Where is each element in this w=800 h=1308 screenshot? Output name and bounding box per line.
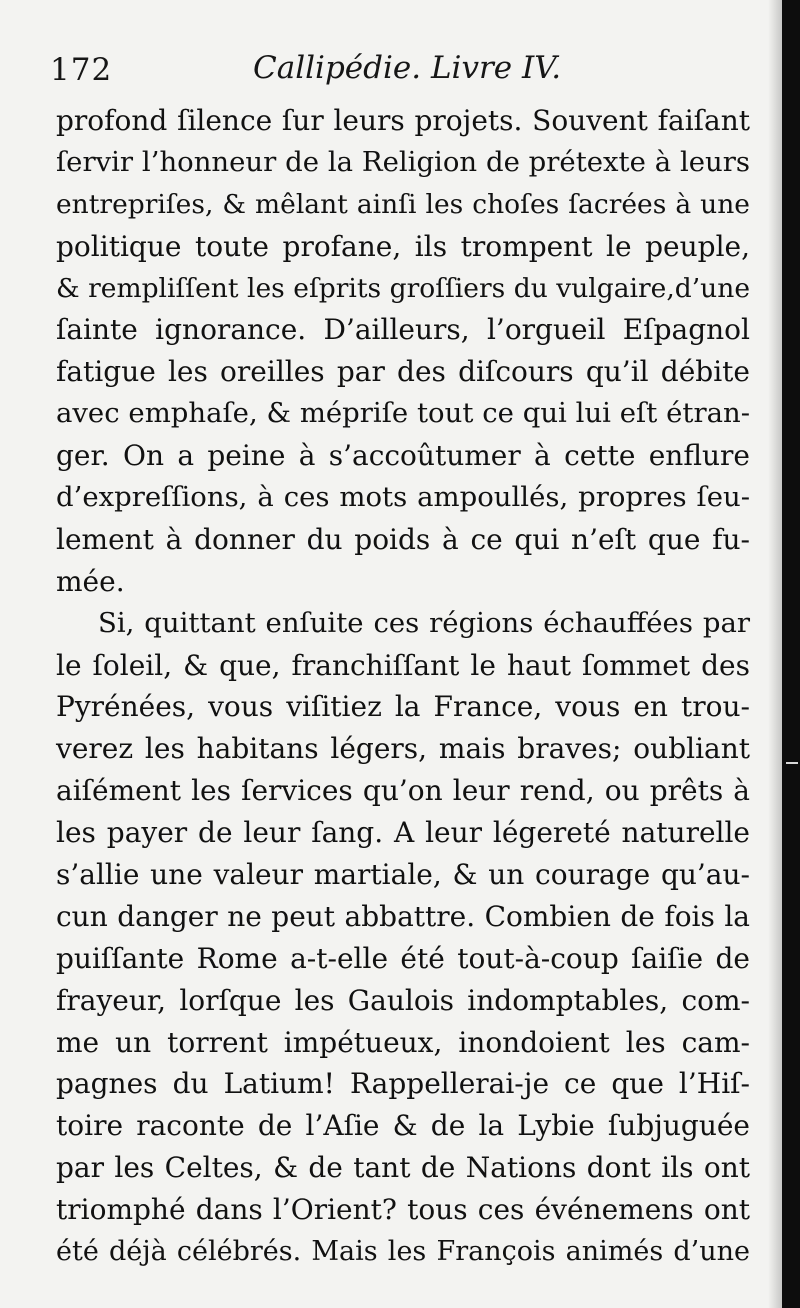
- text-line: puiſſante Rome a-t-elle été tout-à-coup ſaiſie de: [56, 941, 750, 975]
- page-gutter-shadow: [768, 0, 782, 1308]
- text-line: mée.: [56, 564, 125, 598]
- text-line: verez les habitans légers, mais braves; oubliant: [56, 732, 750, 766]
- text-line: ger. On a peine à s’accoûtumer à cette enflure: [56, 439, 750, 473]
- text-line: aiſément les ſervices qu’on leur rend, ou prêts à: [56, 774, 750, 808]
- text-line: triomphé dans l’Orient? tous ces événemens ont: [56, 1193, 750, 1227]
- text-line: été déjà célébrés. Mais les François animés d’une: [56, 1236, 750, 1268]
- text-line: pagnes du Latium! Rappellerai-je ce que l’Hiſ-: [56, 1067, 750, 1101]
- text-line: toire raconte de l’Aſie & de la Lybie ſubjuguée: [56, 1109, 750, 1143]
- page-edge: [782, 0, 800, 1308]
- text-line: ſainte ignorance. D’ailleurs, l’orgueil Eſpagnol: [56, 313, 750, 347]
- text-line: avec emphaſe, & mépriſe tout ce qui lui eſt étran-: [56, 397, 750, 430]
- page-number: 172: [50, 52, 113, 88]
- text-line: s’allie une valeur martiale, & un courage qu’au-: [56, 858, 750, 892]
- edge-mark: [786, 762, 798, 764]
- text-line: entrepriſes, & mêlant ainſi les choſes ſacrées à une: [56, 188, 750, 220]
- text-line: profond ſilence ſur leurs projets. Souvent faiſant: [56, 104, 750, 137]
- text-line: me un torrent impétueux, inondoient les cam-: [56, 1025, 750, 1059]
- text-line: fatigue les oreilles par des diſcours qu’il débite: [56, 355, 750, 389]
- text-line: & rempliſſent les eſprits groſſiers du vulgaire,d’une: [56, 272, 750, 304]
- text-line: lement à donner du poids à ce qui n’eſt que fu-: [56, 522, 750, 556]
- text-line: Pyrénées, vous viſitiez la France, vous en trou-: [56, 690, 750, 724]
- running-header: [48, 40, 748, 96]
- text-line: ſervir l’honneur de la Religion de prétexte à leurs: [56, 145, 750, 178]
- text-line: les payer de leur ſang. A leur légereté naturelle: [56, 816, 750, 850]
- text-line: Si, quittant enſuite ces régions échauffées par: [98, 606, 750, 639]
- running-title: Callipédie. Livre IV.: [253, 50, 562, 86]
- text-line: d’expreſſions, à ces mots ampoullés, propres ſeu-: [56, 481, 750, 514]
- text-line: cun danger ne peut abbattre. Combien de fois la: [56, 899, 750, 933]
- text-line: frayeur, lorſque les Gaulois indomptables, com-: [56, 983, 750, 1017]
- text-line: le ſoleil, & que, franchiſſant le haut ſommet des: [56, 648, 750, 682]
- text-line: politique toute profane, ils trompent le peuple,: [56, 229, 750, 263]
- text-line: par les Celtes, & de tant de Nations dont ils ont: [56, 1151, 750, 1185]
- body-text: [56, 100, 750, 1273]
